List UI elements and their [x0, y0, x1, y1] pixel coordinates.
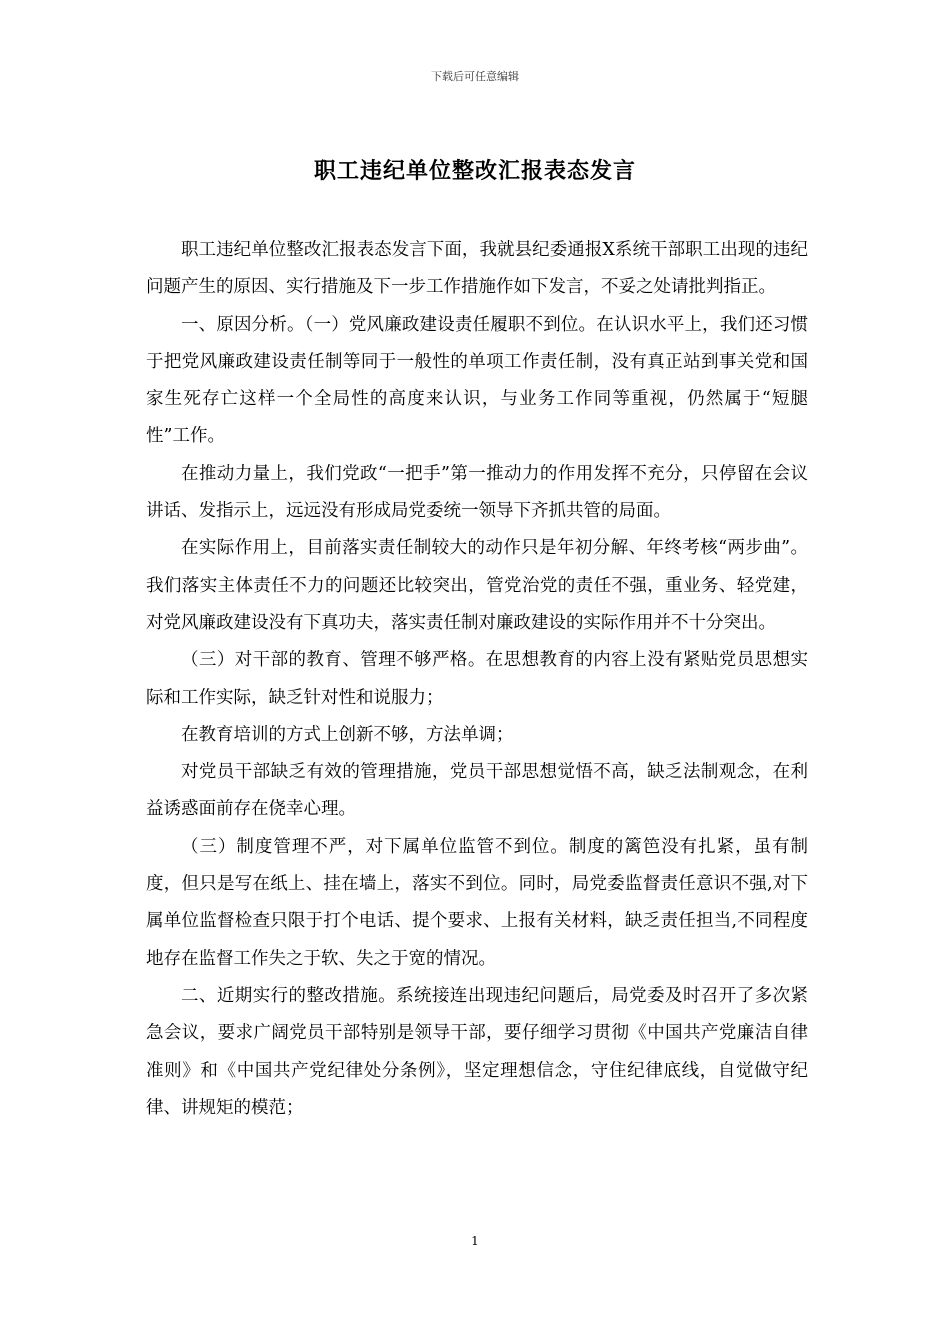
paragraph: 二、近期实行的整改措施。系统接连出现违纪问题后，局党委及时召开了多次紧急会议，要求广阔党员干部特别是领导干部，要仔细学习贯彻《中国共产党廉洁自律准则》和《中国共产党纪律处分条例》，坚定理想信念，守住纪律底线，自觉做守纪律、讲规矩的模范； — [146, 985, 808, 1118]
document-title: 职工违纪单位整改汇报表态发言 — [313, 158, 636, 184]
paragraph: 一、原因分析。（一）党风廉政建设责任履职不到位。在认识水平上，我们还习惯于把党风廉政建设责任制等同于一般性的单项工作责任制，没有真正站到事关党和国家生死存亡这样一个全局性的高度来认识，与业务工作同等重视，仍然属于“短腿性”工作。 — [146, 314, 808, 447]
document-body — [146, 232, 808, 1127]
paragraph: 在教育培训的方式上创新不够，方法单调； — [181, 724, 514, 745]
paragraph: （三）对干部的教育、管理不够严格。在思想教育的内容上没有紧贴党员思想实际和工作实际，缺乏针对性和说服力； — [146, 650, 808, 708]
paragraph: 在推动力量上，我们党政“一把手”第一推动力的作用发挥不充分，只停留在会议讲话、发指示上，远远没有形成局党委统一领导下齐抓共管的局面。 — [146, 463, 808, 522]
page-number: 1 — [471, 1234, 479, 1248]
paragraph: （三）制度管理不严，对下属单位监管不到位。制度的篱笆没有扎紧，虽有制度，但只是写在纸上、挂在墙上，落实不到位。同时，局党委监督责任意识不强,对下属单位监督检查只限于打个电话、提个要求、上报有关材料，缺乏责任担当,不同程度地存在监督工作失之于软、失之于宽的情况。 — [146, 836, 808, 969]
header-note: 下载后可任意编辑 — [431, 70, 519, 83]
paragraph: 对党员干部缺乏有效的管理措施，党员干部思想觉悟不高，缺乏法制观念，在利益诱惑面前存在侥幸心理。 — [146, 762, 808, 820]
paragraph: 在实际作用上，目前落实责任制较大的动作只是年初分解、年终考核“两步曲”。我们落实主体责任不力的问题还比较突出，管党治党的责任不强，重业务、轻党建，对党风廉政建设没有下真功夫，落实责任制对廉政建设的实际作用并不十分突出。 — [146, 538, 808, 633]
paragraph: 职工违纪单位整改汇报表态发言下面，我就县纪委通报X系统干部职工出现的违纪问题产生的原因、实行措施及下一步工作措施作如下发言，不妥之处请批判指正。 — [146, 240, 808, 298]
